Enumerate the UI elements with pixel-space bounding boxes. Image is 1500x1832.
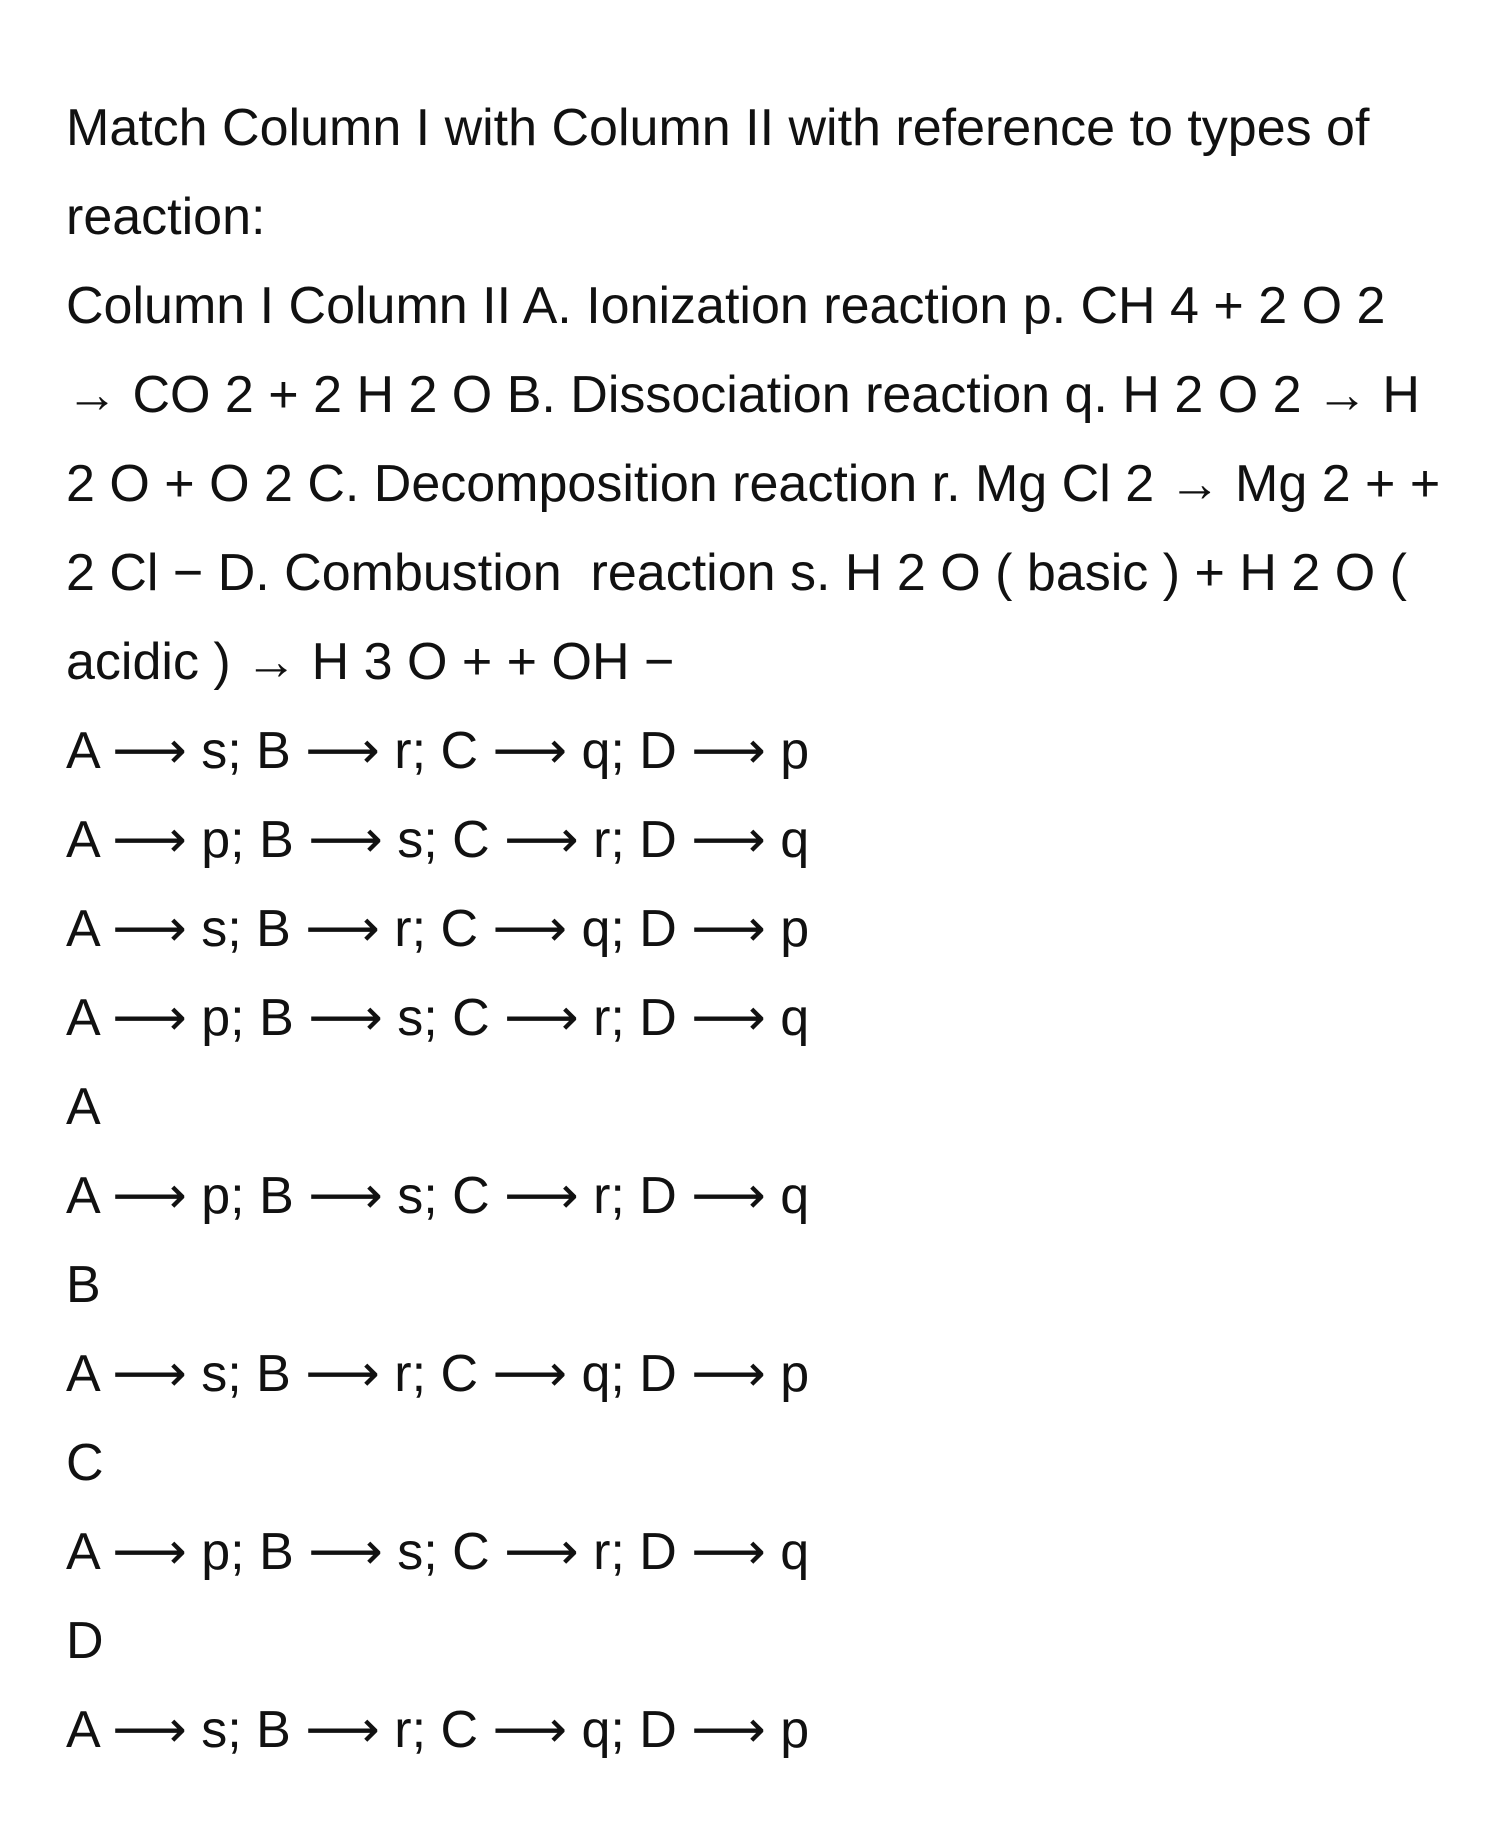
choice-line-2: A ⟶ p; B ⟶ s; C ⟶ r; D ⟶ q <box>66 811 810 869</box>
option-d-label[interactable]: D <box>66 1612 104 1670</box>
question-intro: Match Column I with Column II with reference to types of reaction: <box>66 99 1384 246</box>
question-content <box>66 84 1455 1775</box>
choice-line-3: A ⟶ s; B ⟶ r; C ⟶ q; D ⟶ p <box>66 900 810 958</box>
question-body: Column I Column II A. Ionization reaction p. CH 4 + 2 O 2 → CO 2 + 2 H 2 O B. Dissociation reaction q. H 2 O 2 → H 2 O + O 2 C. Decomposition reaction r. Mg Cl 2 → Mg 2 + + 2 Cl − D. Combustion reaction s. H 2 O ( basic ) + H 2 O ( acidic ) → H 3 O + + OH − <box>66 277 1455 691</box>
option-c-label[interactable]: C <box>66 1434 104 1492</box>
choice-line-1: A ⟶ s; B ⟶ r; C ⟶ q; D ⟶ p <box>66 722 810 780</box>
option-d-text[interactable]: A ⟶ s; B ⟶ r; C ⟶ q; D ⟶ p <box>66 1701 810 1759</box>
choice-line-4: A ⟶ p; B ⟶ s; C ⟶ r; D ⟶ q <box>66 989 810 1047</box>
option-a-text[interactable]: A ⟶ p; B ⟶ s; C ⟶ r; D ⟶ q <box>66 1167 810 1225</box>
option-a-label[interactable]: A <box>66 1078 101 1136</box>
option-b-label[interactable]: B <box>66 1256 101 1314</box>
option-c-text[interactable]: A ⟶ p; B ⟶ s; C ⟶ r; D ⟶ q <box>66 1523 810 1581</box>
option-b-text[interactable]: A ⟶ s; B ⟶ r; C ⟶ q; D ⟶ p <box>66 1345 810 1403</box>
